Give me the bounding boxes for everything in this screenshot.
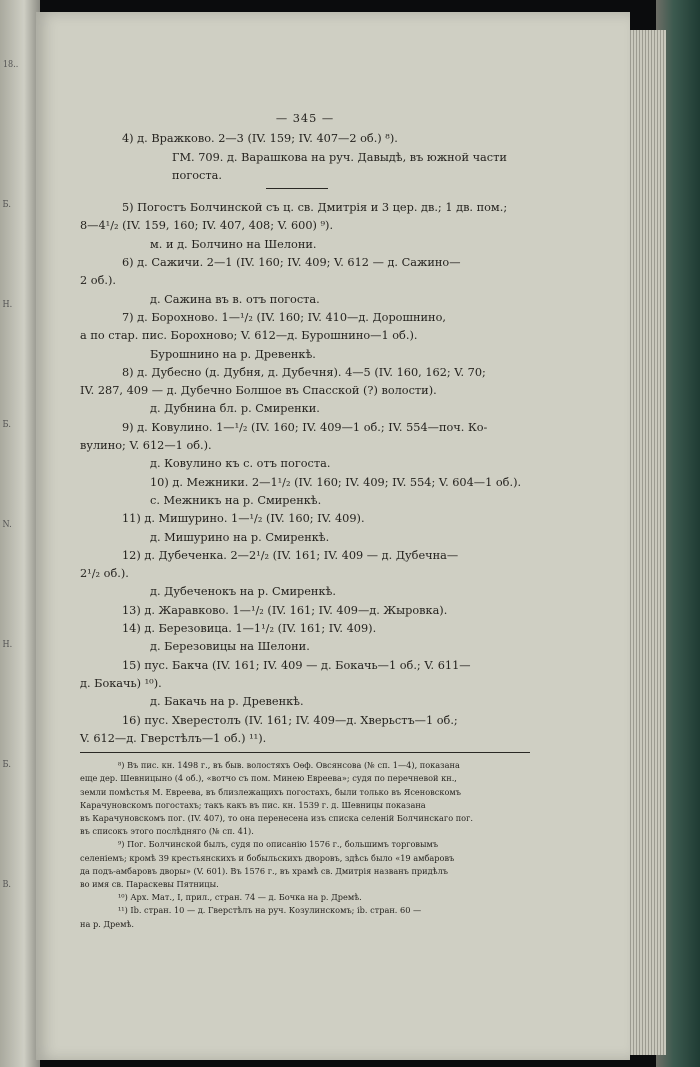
text-line: д. Сажина въ в. отъ погоста.	[150, 292, 320, 306]
footnotes	[80, 759, 530, 931]
text-line: д. Бокачь) ¹⁰).	[80, 676, 162, 690]
text-line: 2¹/₂ об.).	[80, 567, 129, 581]
left-page-fragment: Б.	[2, 200, 12, 210]
text-line: 7) д. Борохново. 1—¹/₂ (IV. 160; IV. 410—д. Дорошнино,	[122, 310, 446, 324]
left-page-fragment: Б.	[2, 760, 12, 770]
footnote-line: да подъ-амбаровъ дворы» (V. 601). Въ 1576 г., въ храмѣ св. Дмитрія названъ придѣлъ	[80, 865, 449, 876]
text-line: 16) пус. Хверестолъ (IV. 161; IV. 409—д. Хверьстъ—1 об.;	[122, 713, 458, 727]
footnote-rule	[80, 752, 530, 753]
text-line: 9) д. Ковулино. 1—¹/₂ (IV. 160; IV. 409—1 об.; IV. 554—поч. Ко-	[122, 420, 488, 434]
footnote-line: ⁹) Пог. Болчинской былъ, судя по описанію 1576 г., большимъ торговымъ	[118, 839, 439, 850]
page-text	[80, 110, 530, 931]
footnote-line: еще дер. Шевницыно (4 об.), «вотчо съ пом. Минею Евреева»; судя по перечневой кн.,	[80, 773, 457, 784]
text-line: 2 об.).	[80, 274, 116, 288]
text-line: 6) д. Сажичи. 2—1 (IV. 160; IV. 409; V. 612 — д. Сажино—	[122, 256, 461, 270]
text-line: 15) пус. Бакча (IV. 161; IV. 409 — д. Бокачь—1 об.; V. 611—	[122, 658, 471, 672]
footnote-line: во имя св. Параскевы Пятницы.	[80, 878, 219, 889]
page-edges	[628, 30, 666, 1055]
text-line: ГМ. 709. д. Варашкова на руч. Давыдѣ, въ южной части	[172, 150, 507, 164]
text-line: 11) д. Мишурино. 1—¹/₂ (IV. 160; IV. 409).	[122, 512, 365, 526]
text-line: вулино; V. 612—1 об.).	[80, 439, 212, 453]
text-line: д. Ковулино къ с. отъ погоста.	[150, 457, 331, 471]
footnote-line: ¹¹) Ib. стран. 10 — д. Гверстѣлъ на руч. Козулинскомъ; ib. стран. 60 —	[118, 905, 422, 916]
footnote-line: въ Карачуновскомъ пог. (IV. 407), то она перенесена изъ списка селеній Болчинскаго пог.	[80, 812, 474, 823]
left-page-fragment: В.	[2, 880, 12, 890]
text-line: д. Мишурино на р. Смиренкѣ.	[150, 530, 330, 544]
text-line: д. Дубнина бл. р. Смиренки.	[150, 402, 320, 416]
text-line: 8) д. Дубесно (д. Дубня, д. Дубечня). 4—5 (IV. 160, 162; V. 70;	[122, 365, 486, 379]
text-line: м. и д. Болчино на Шелони.	[150, 237, 317, 251]
footnote-line: Карачуновскомъ погостахъ; такъ какъ въ пис. кн. 1539 г. д. Шевницы показана	[80, 799, 426, 810]
text-line: д. Дубеченокъ на р. Смиренкѣ.	[150, 585, 336, 599]
text-line: 12) д. Дубеченка. 2—2¹/₂ (IV. 161; IV. 409 — д. Дубечна—	[122, 548, 459, 562]
left-page-fragment: Н.	[2, 640, 13, 650]
text-line: 5) Погостъ Болчинской съ ц. св. Дмитрія и 3 цер. дв.; 1 дв. пом.;	[122, 201, 508, 215]
left-page-edge	[0, 0, 40, 1067]
text-line: 8—4¹/₂ (IV. 159, 160; IV. 407, 408; V. 600) ⁹).	[80, 219, 334, 233]
text-line: д. Бакачь на р. Древенкѣ.	[150, 695, 304, 709]
text-line: IV. 287, 409 — д. Дубечно Болшое въ Спасской (?) волости).	[80, 384, 437, 398]
footnote-line: земли помѣстья М. Евреева, въ близлежащихъ погостахъ, были только въ Ясеновскомъ	[80, 786, 461, 797]
text-line: 14) д. Березовица. 1—1¹/₂ (IV. 161; IV. 409).	[122, 622, 377, 636]
left-page-fragment: 18..	[2, 60, 19, 70]
text-line: а по стар. пис. Борохново; V. 612—д. Бурошнино—1 об.).	[80, 329, 418, 343]
text-line: с. Межникъ на р. Смиренкѣ.	[150, 493, 322, 507]
left-page-fragment: N.	[2, 520, 12, 530]
body-lines	[80, 130, 530, 748]
footnote-line: селеніемъ; кромѣ 39 крестьянскихъ и бобыльскихъ дворовъ, здѣсь было «19 амбаровъ	[80, 852, 455, 863]
text-line: 4) д. Вражково. 2—3 (IV. 159; IV. 407—2 об.) ⁸).	[122, 132, 398, 146]
text-line: 10) д. Межники. 2—1¹/₂ (IV. 160; IV. 409; IV. 554; V. 604—1 об.).	[150, 475, 522, 489]
page-number: — 345 —	[275, 112, 335, 125]
text-line: Бурошнино на р. Древенкѣ.	[150, 347, 316, 361]
footnote-line: ⁸) Въ пис. кн. 1498 г., въ быв. волостяхъ Оѳф. Овсянсова (№ сп. 1—4), показана	[118, 760, 460, 771]
section-divider	[266, 188, 328, 189]
left-page-fragment: Б.	[2, 420, 12, 430]
text-line: погоста.	[172, 168, 222, 182]
book-page	[36, 12, 630, 1060]
left-page-fragment: Н.	[2, 300, 13, 310]
text-line: 13) д. Жаравково. 1—¹/₂ (IV. 161; IV. 409—д. Жыровка).	[122, 603, 448, 617]
text-line: V. 612—д. Гверстѣлъ—1 об.) ¹¹).	[80, 731, 267, 745]
footnote-line: на р. Дремѣ.	[80, 918, 135, 929]
footnote-line: въ списокъ этого послѣдняго (№ сп. 41).	[80, 826, 254, 837]
footnote-line: ¹⁰) Арх. Мат., I, прил., стран. 74 — д. Бочка на р. Дремѣ.	[118, 892, 362, 903]
text-line: д. Березовицы на Шелони.	[150, 640, 310, 654]
